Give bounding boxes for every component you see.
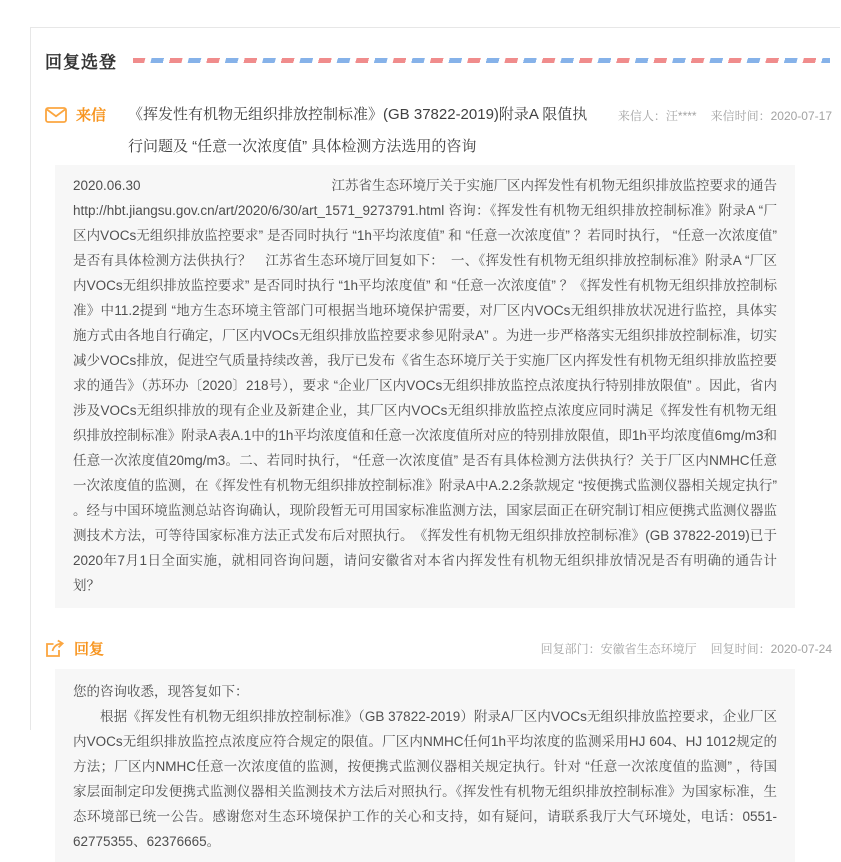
reply-time-value: 2020-07-24 [770, 642, 832, 656]
sender-value: 汪**** [665, 109, 697, 123]
reply-header-row [45, 638, 832, 659]
letter-label [45, 104, 106, 125]
reply-icon [45, 639, 74, 658]
letter-label-text: 来信 [76, 107, 107, 124]
reply-meta [541, 640, 832, 657]
section-title: 回复选登 [45, 53, 117, 72]
reply-label-text: 回复 [74, 641, 105, 658]
reply-body: 根据《挥发性有机物无组织排放控制标准》（GB 37822-2019）附录A厂区内VOCs无组织排放监控要求，企业厂区内VOCs无组织排放监控点浓度应符合规定的限值。厂区内NMHC任何1h平均浓度的监测采用HJ 604、HJ 1012规定的方法；厂区内NMHC任意一次浓度值的监测，按便携式监测仪器相关规定执行。针对 “任意一次浓度值的监测” ，待国家层面制定印发便携式监测仪器相关监测技术方法后对照执行。《挥发性有机物无组织排放控制标准》为国家标准，生态环境部已统一公告。感谢您对生态环境保护工作的关心和支持，如有疑问，请联系我厅大气环境处，电话：0551-62775355、62376665。 [73, 709, 777, 849]
panel-header [45, 48, 832, 73]
reply-section [45, 638, 832, 862]
letter-content-link-title: 江苏省生态环境厅关于实施厂区内挥发性有机物无组织排放监控要求的通告 [331, 178, 777, 193]
letter-time-label: 来信时间： [710, 109, 771, 123]
reply-selection-panel [30, 27, 840, 849]
letter-section [45, 99, 832, 608]
letter-content-date: 2020.06.30 [73, 178, 141, 193]
letter-content-first-line [73, 173, 777, 198]
mail-icon [45, 107, 76, 123]
letter-header-row [45, 99, 832, 163]
dept-value: 安徽省生态环境厅 [600, 642, 697, 656]
letter-meta [618, 99, 832, 124]
letter-time-value: 2020-07-17 [770, 109, 832, 123]
letter-content-body: http://hbt.jiangsu.gov.cn/art/2020/6/30/art_1571_9273791.html 咨询：《挥发性有机物无组织排放控制标准》附录A “厂区内VOCs无组织排放监控要求” 是否同时执行 “1h平均浓度值” 和 “任意一次浓度值” ？若同时执行， “任意一次浓度值” 是否有具体检测方法供执行？ 江苏省生态环境厅回复如下： 一、《挥发性有机物无组织排放控制标准》附录A “厂区内VOCs无组织排放监控要求” 是否同时执行 “1h平均浓度值” 和 “任意一次浓度值” ？《挥发性有机物无组织排放控制标准》中11.2提到 “地方生态环境主管部门可根据当地环境保护需要，对厂区内VOCs无组织排放状况进行监控，具体实施方式由各地自行确定，厂区内VOCs无组织排放监控要求参见附录A” 。为进一步严格落实无组织排放控制标准，切实减少VOCs排放，促进空气质量持续改善，我厅已发布《省生态环境厅关于实施厂区内挥发性有机物无组织排放监控要求的通告》（苏环办〔2020〕218号），要求 “企业厂区内VOCs无组织排放监控点浓度执行特别排放限值” 。因此，省内涉及VOCs无组织排放的现有企业及新建企业，其厂区内VOCs无组织排放监控点浓度应同时满足《挥发性有机物无组织排放控制标准》附录A表A.1中的1h平均浓度值和任意一次浓度值所对应的特别排放限值，即1h平均浓度值6mg/m3和任意一次浓度值20mg/m3。二、若同时执行， “任意一次浓度值” 是否有具体检测方法供执行？关于厂区内NMHC任意一次浓度值的监测，在《挥发性有机物无组织排放控制标准》附录A中A.2.2条款规定 “按便携式监测仪器相关规定执行” 。经与中国环境监测总站咨询确认，现阶段暂无可用国家标准监测方法，国家层面正在研究制订相应便携式监测仪器监测技术方法，可等待国家标准方法正式发布后对照执行。 《挥发性有机物无组织排放控制标准》(GB 37822-2019)已于2020年7月1日全面实施，就相同咨询问题，请问安徽省对本省内挥发性有机物无组织排放情况是否有明确的通告计划？ [73, 203, 777, 593]
reply-content-box [55, 669, 795, 862]
sender-label: 来信人： [617, 109, 666, 123]
reply-time-label: 回复时间： [710, 642, 771, 656]
reply-greeting: 您的咨询收悉，现答复如下： [73, 684, 249, 699]
letter-title: 《挥发性有机物无组织排放控制标准》(GB 37822-2019)附录A 限值执行问题及 “任意一次浓度值” 具体检测方法选用的咨询 [128, 106, 588, 155]
dept-label: 回复部门： [540, 642, 601, 656]
decorative-dashed-line [133, 58, 830, 63]
letter-content-box [55, 165, 795, 608]
reply-label [45, 638, 104, 659]
